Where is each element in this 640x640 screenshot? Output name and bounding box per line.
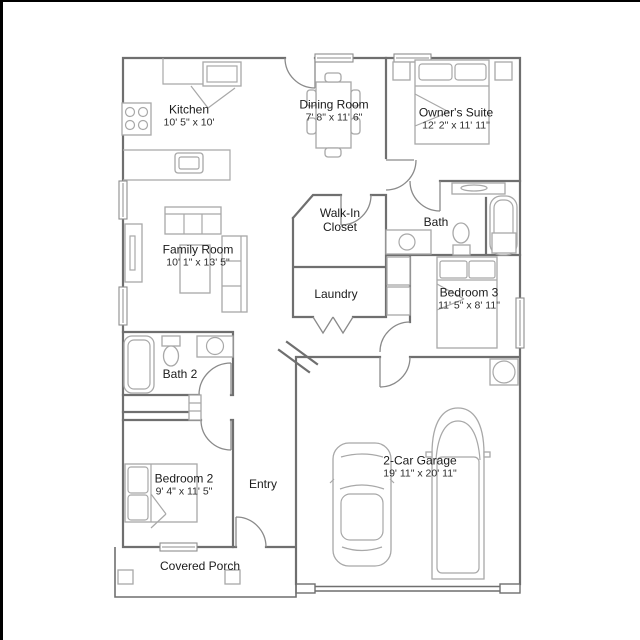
tv-console — [125, 224, 142, 282]
room-label-entry: Entry — [248, 476, 278, 491]
kitchen-fixtures — [122, 58, 241, 180]
owners-suite-bed — [415, 60, 489, 144]
garage-contents — [330, 359, 518, 579]
laundry-bifold-door — [313, 317, 353, 333]
garage-corner-left — [296, 584, 315, 593]
linen-closet — [189, 395, 201, 420]
bedroom3-dresser — [492, 233, 516, 253]
room-label-covered-porch: Covered Porch — [159, 558, 241, 573]
coffee-table — [180, 245, 210, 293]
stove — [122, 103, 151, 135]
bath2-tub — [124, 336, 154, 393]
water-heater — [490, 359, 518, 385]
room-label-bedroom3: Bedroom 3 11' 5" x 8' 11" — [438, 285, 500, 312]
nightstand-left — [393, 62, 410, 80]
garage-entry-door — [380, 357, 410, 387]
porch-post-left — [118, 570, 133, 584]
bath2-fixtures — [124, 336, 233, 420]
bedroom2-door — [201, 420, 231, 450]
bedroom3-bed — [437, 257, 497, 348]
bedroom2-bed — [125, 464, 197, 528]
truck — [426, 408, 490, 579]
bedroom3-door — [380, 322, 410, 352]
kitchen-cabinet — [163, 58, 203, 84]
bedroom3-furniture — [437, 233, 516, 348]
bedroom2-window — [160, 543, 197, 551]
owners-suite-furniture — [393, 60, 512, 144]
front-door — [236, 517, 266, 547]
room-label-owners-suite: Owner's Suite 12' 2" x 11' 11" — [418, 105, 494, 132]
room-label-kitchen: Kitchen 10' 5" x 10' — [163, 102, 215, 129]
closet-door — [341, 195, 371, 225]
room-label-walk-in-closet: Walk-In Closet — [319, 205, 361, 234]
hall-vanity — [386, 230, 431, 254]
car — [330, 443, 394, 566]
bath-vanity — [452, 183, 505, 194]
dining-window — [315, 54, 353, 62]
dining-table — [316, 82, 351, 148]
room-label-laundry: Laundry — [314, 286, 358, 301]
sofa — [165, 207, 221, 234]
garage-corner-right — [500, 584, 520, 593]
room-label-bath: Bath — [423, 214, 449, 229]
bath2-vanity — [197, 336, 233, 357]
room-label-bedroom2: Bedroom 2 9' 4" x 11' 5" — [154, 471, 214, 498]
bath-toilet — [453, 223, 470, 255]
owners-suite-door — [386, 160, 416, 190]
room-label-bath2: Bath 2 — [162, 366, 198, 381]
nightstand-right — [495, 62, 512, 80]
family-room-furniture — [125, 207, 247, 312]
room-label-garage: 2-Car Garage 19' 11" x 20' 11" — [383, 453, 457, 480]
refrigerator — [203, 62, 241, 86]
kitchen-sink — [175, 153, 203, 173]
washer-dryer — [387, 257, 410, 315]
garage-door — [315, 587, 500, 592]
family-room-window-2 — [119, 287, 127, 325]
loveseat — [222, 236, 247, 312]
bedroom3-window — [516, 298, 524, 348]
bath2-toilet — [162, 336, 180, 366]
bath-door — [410, 181, 440, 211]
room-label-family-room: Family Room 10' 1" x 13' 5" — [162, 242, 234, 269]
floor-plan-drawing — [3, 2, 640, 640]
pantry-door — [191, 86, 235, 108]
porch-post-right — [225, 570, 240, 584]
rear-door — [285, 58, 315, 88]
hall-fixtures — [386, 230, 431, 315]
bath2-door — [199, 363, 231, 395]
family-room-window-1 — [119, 181, 127, 219]
room-label-dining: Dining Room 7' 8" x 11' 6" — [299, 97, 369, 124]
covered-porch-outline — [115, 547, 296, 597]
